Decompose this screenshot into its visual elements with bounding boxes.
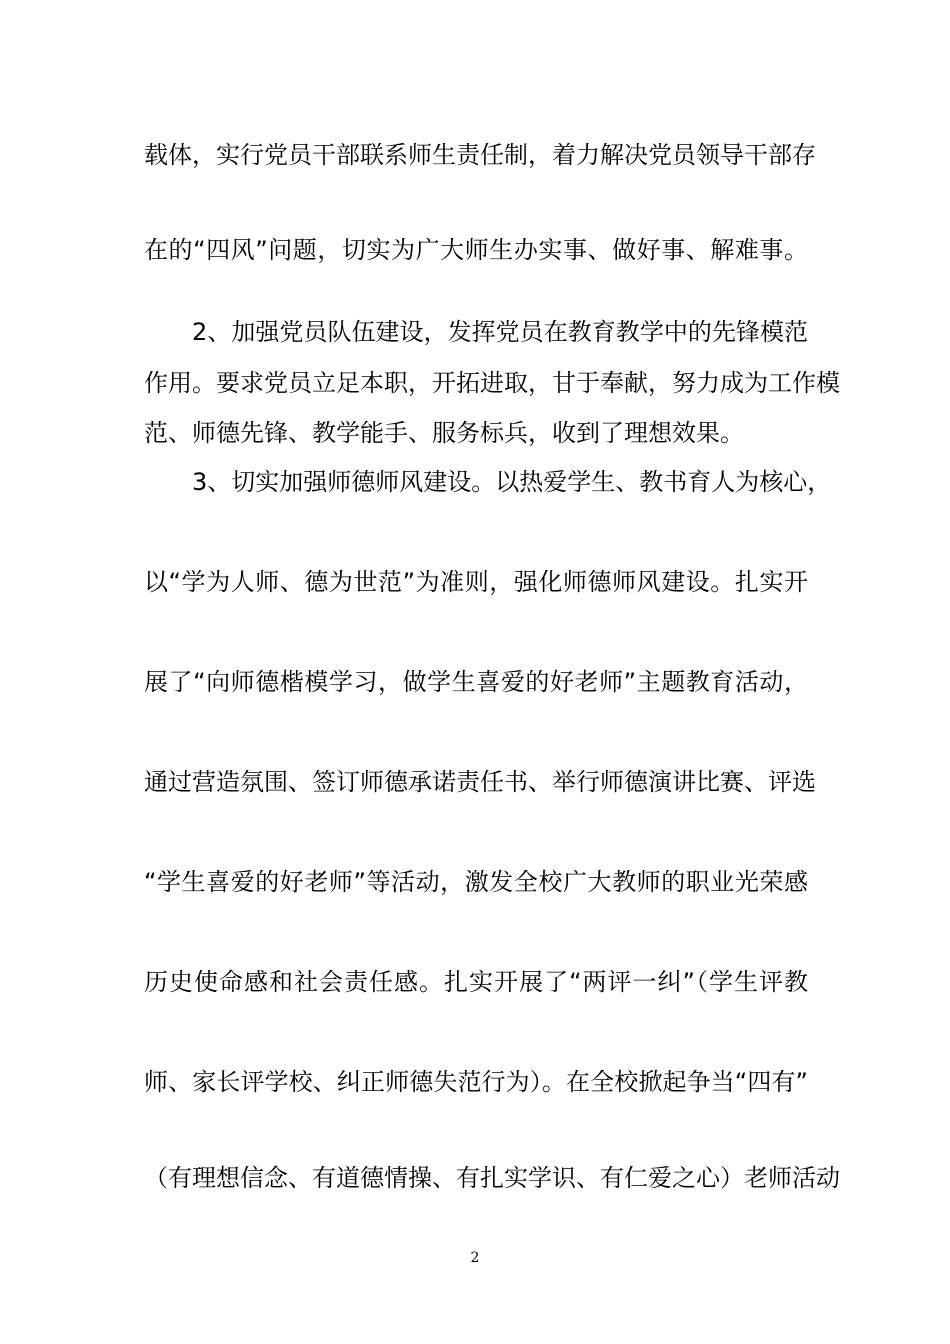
paragraph-3-line-4: 通过营造氛围、签订师德承诺责任书、举行师德演讲比赛、评选 [144, 768, 816, 796]
paragraph-3-line-3: 展了“向师德楷模学习，做学生喜爱的好老师”主题教育活动， [144, 668, 808, 696]
paragraph-2-line-3: 范、师德先锋、教学能手、服务标兵，收到了理想效果。 [144, 419, 744, 447]
paragraph-3-line-2: 以“学为人师、德为世范”为准则，强化师德师风建设。扎实开 [144, 568, 808, 596]
paragraph-1-line-1: 载体，实行党员干部联系师生责任制，着力解决党员领导干部存 [144, 141, 816, 169]
paragraph-3-line-5: “学生喜爱的好老师”等活动，激发全校广大教师的职业光荣感 [144, 868, 808, 896]
paragraph-2-line-2: 作用。要求党员立足本职，开拓进取，甘于奉献，努力成为工作模 [144, 369, 840, 397]
paragraph-3-line-6: 历史使命感和社会责任感。扎实开展了“两评一纠”（学生评教 [144, 968, 808, 996]
paragraph-2-line-1: 2、加强党员队伍建设，发挥党员在教育教学中的先锋模范 [192, 318, 808, 346]
page-number: 2 [470, 1250, 480, 1266]
paragraph-3-line-1: 3、切实加强师德师风建设。以热爱学生、教书育人为核心， [192, 468, 832, 496]
paragraph-1-line-2: 在的“四风”问题，切实为广大师生办实事、做好事、解难事。 [144, 236, 808, 264]
paragraph-3-line-7: 师、家长评学校、纠正师德失范行为）。在全校掀起争当“四有” [144, 1068, 808, 1096]
paragraph-3-line-8: （有理想信念、有道德情操、有扎实学识、有仁爱之心）老师活动 [144, 1164, 840, 1192]
